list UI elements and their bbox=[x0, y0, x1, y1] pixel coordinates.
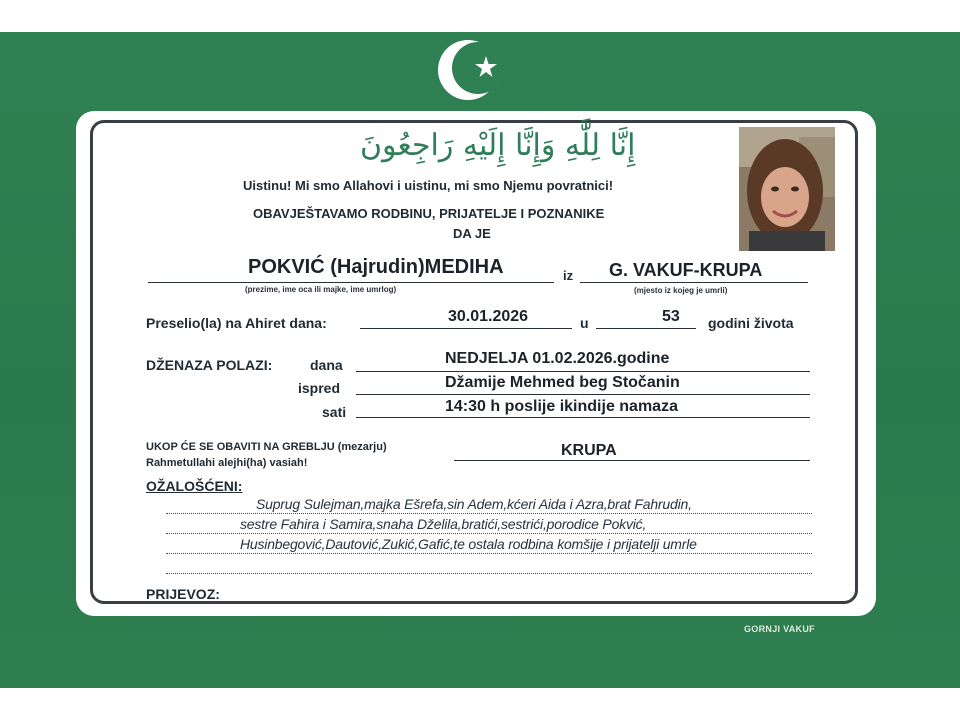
transport-label: PRIJEVOZ: bbox=[146, 586, 220, 602]
age-value: 53 bbox=[662, 308, 680, 325]
age-suffix: godini života bbox=[708, 315, 794, 331]
burial-underline bbox=[454, 460, 810, 461]
name-underline bbox=[148, 282, 554, 283]
death-label: Preselio(la) na Ahiret dana: bbox=[146, 315, 327, 331]
mourners-dotline3 bbox=[166, 553, 812, 554]
mourners-dotline4 bbox=[166, 573, 812, 574]
place-value: G. VAKUF-KRUPA bbox=[609, 260, 763, 280]
place-underline bbox=[580, 282, 808, 283]
ispred-label: ispred bbox=[298, 380, 341, 396]
dana-label: dana bbox=[310, 357, 343, 373]
funeral-label: DŽENAZA POLAZI: bbox=[146, 357, 273, 373]
crescent-and-star-icon bbox=[432, 30, 512, 110]
arabic-verse: إِنَّا لِلَّٰهِ وَإِنَّا إِلَيْهِ رَاجِعُونَ bbox=[360, 128, 636, 163]
mourners-dotline2 bbox=[166, 533, 812, 534]
sati-underline bbox=[356, 417, 810, 418]
issuer-footer: GORNJI VAKUF bbox=[744, 624, 815, 634]
dana-value: NEDJELJA 01.02.2026.godine bbox=[445, 350, 670, 367]
ispred-value: Džamije Mehmed beg Stočanin bbox=[445, 374, 680, 391]
death-date-underline bbox=[360, 328, 572, 329]
mourners-line3: Husinbegović,Dautović,Zukić,Gafić,te ostala rodbina komšije i prijatelji umrle bbox=[240, 536, 697, 552]
dana-underline bbox=[356, 371, 810, 372]
deceased-name: POKVIĆ (Hajrudin)MEDIHA bbox=[248, 256, 504, 278]
death-date: 30.01.2026 bbox=[448, 308, 529, 325]
sati-label: sati bbox=[322, 404, 347, 420]
ispred-underline bbox=[356, 394, 810, 395]
translation-text: Uistinu! Mi smo Allahovi i uistinu, mi smo Njemu povratnici! bbox=[243, 178, 614, 193]
announcement-line1: OBAVJEŠTAVAMO RODBINU, PRIJATELJE I POZNANIKE bbox=[253, 206, 605, 221]
mourners-label: OŽALOŠĆENI: bbox=[146, 478, 243, 494]
age-underline bbox=[596, 328, 696, 329]
mourners-line1: Suprug Sulejman,majka Ešrefa,sin Adem,kćeri Aida i Azra,brat Fahrudin, bbox=[256, 496, 692, 512]
portrait-photo bbox=[739, 127, 835, 251]
burial-value: KRUPA bbox=[561, 442, 617, 459]
name-hint: (prezime, ime oca ili majke, ime umrlog) bbox=[245, 285, 397, 294]
place-hint: (mjesto iz kojeg je umrli) bbox=[634, 286, 728, 295]
mourners-line2: sestre Fahira i Samira,snaha Dželila,bratići,sestrići,porodice Pokvić, bbox=[240, 516, 647, 532]
u-label: u bbox=[580, 315, 589, 331]
mourners-dotline1 bbox=[166, 513, 812, 514]
announcement-line2: DA JE bbox=[453, 226, 491, 241]
sati-value: 14:30 h poslije ikindije namaza bbox=[445, 398, 678, 415]
from-label: iz bbox=[563, 268, 574, 283]
blessing-text: Rahmetullahi alejhi(ha) vasiah! bbox=[146, 457, 308, 469]
burial-label: UKOP ĆE SE OBAVITI NA GREBLJU (mezarju) bbox=[146, 441, 387, 453]
